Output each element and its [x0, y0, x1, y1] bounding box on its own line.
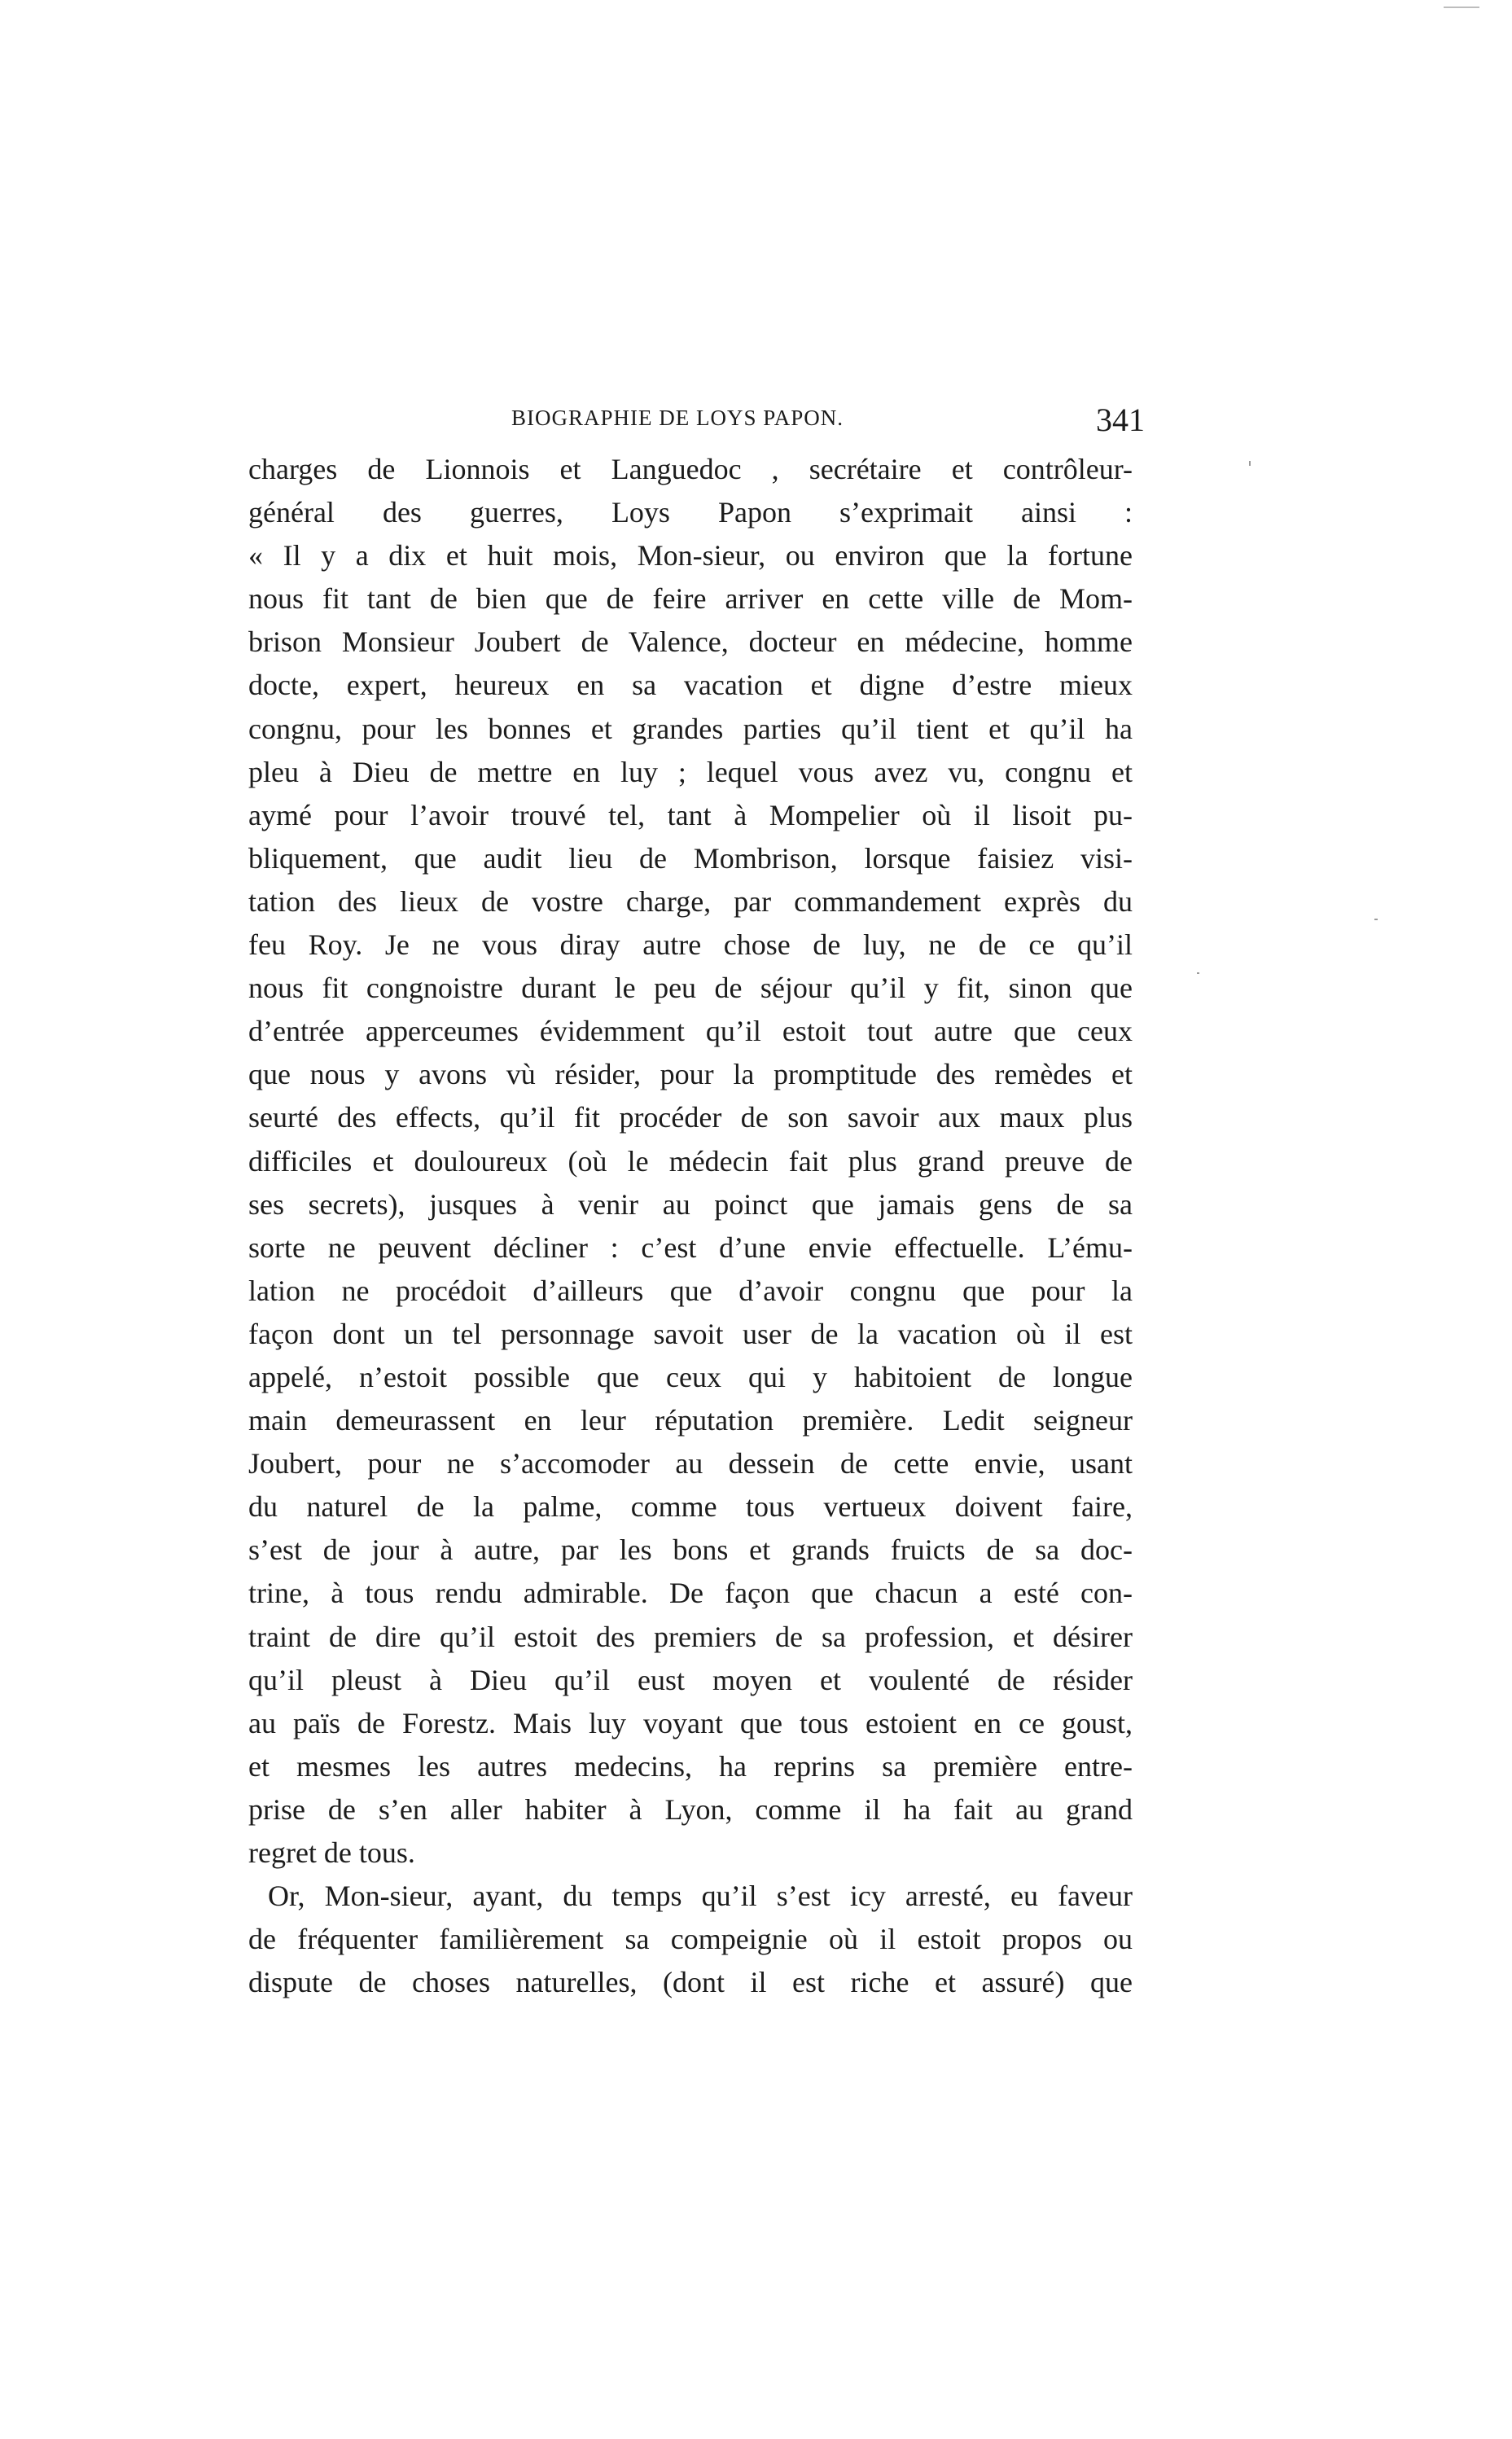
- scan-edge-mark: [1444, 7, 1479, 8]
- page-number: 341: [1096, 401, 1145, 438]
- running-title: BIOGRAPHIE DE LOYS PAPON.: [511, 406, 844, 430]
- text-line: pleu à Dieu de mettre en luy ; lequel vous avez vu, congnu et: [248, 755, 1133, 788]
- text-line: charges de Lionnois et Languedoc , secrétaire et contrôleur-: [248, 453, 1133, 485]
- text-line: appelé, n’estoit possible que ceux qui y habitoient de longue: [248, 1360, 1133, 1393]
- text-line: qu’il pleust à Dieu qu’il eust moyen et voulenté de résider: [248, 1663, 1133, 1696]
- page-header: [511, 401, 1145, 446]
- text-line: sorte ne peuvent décliner : c’est d’une envie effectuelle. L’ému-: [248, 1230, 1133, 1264]
- text-line: tation des lieux de vostre charge, par commandement exprès du: [248, 884, 1133, 918]
- text-line: docte, expert, heureux en sa vacation et digne d’estre mieux: [248, 669, 1133, 702]
- text-line: « Il y a dix et huit mois, Mon-sieur, ou environ que la fortune: [248, 539, 1133, 572]
- text-line: congnu, pour les bonnes et grandes parties qu’il tient et qu’il ha: [248, 712, 1133, 745]
- text-line: et mesmes les autres medecins, ha reprins sa première entre-: [248, 1749, 1133, 1783]
- text-line: au païs de Forestz. Mais luy voyant que tous estoient en ce goust,: [248, 1706, 1133, 1739]
- text-line: que nous y avons vù résider, pour la promptitude des remèdes et: [248, 1058, 1133, 1091]
- text-line: de fréquenter familièrement sa compeignie où il estoit propos ou: [248, 1923, 1133, 1956]
- scan-speck: [1249, 461, 1251, 466]
- text-line: trine, à tous rendu admirable. De façon que chacun a esté con-: [248, 1577, 1133, 1610]
- text-line: difficiles et douloureux (où le médecin fait plus grand preuve de: [248, 1144, 1133, 1178]
- body-text: [248, 448, 1133, 2004]
- text-line: lation ne procédoit d’ailleurs que d’avoir congnu que pour la: [248, 1274, 1133, 1307]
- paragraph-end-line: regret de tous.: [248, 1836, 415, 1869]
- text-line: du naturel de la palme, comme tous vertueux doivent faire,: [248, 1490, 1133, 1524]
- text-line: ses secrets), jusques à venir au poinct que jamais gens de sa: [248, 1187, 1133, 1221]
- scan-speck: [1197, 972, 1199, 974]
- scan-speck: [1374, 919, 1378, 920]
- text-line: prise de s’en aller habiter à Lyon, comme il ha fait au grand: [248, 1792, 1133, 1826]
- text-line: seurté des effects, qu’il fit procéder de son savoir aux maux plus: [248, 1101, 1133, 1134]
- text-line: nous fit tant de bien que de feire arriver en cette ville de Mom-: [248, 582, 1133, 616]
- text-line: aymé pour l’avoir trouvé tel, tant à Mompelier où il lisoit pu-: [248, 798, 1133, 831]
- text-line: traint de dire qu’il estoit des premiers de sa profession, et désirer: [248, 1620, 1133, 1653]
- text-line: main demeurassent en leur réputation première. Ledit seigneur: [248, 1404, 1133, 1437]
- text-line: bliquement, que audit lieu de Mombrison, lorsque faisiez visi-: [248, 841, 1133, 875]
- text-line: s’est de jour à autre, par les bons et grands fruicts de sa doc-: [248, 1533, 1133, 1567]
- text-line: dispute de choses naturelles, (dont il est riche et assuré) que: [248, 1966, 1133, 1999]
- text-line: façon dont un tel personnage savoit user de la vacation où il est: [248, 1317, 1133, 1350]
- text-line: général des guerres, Loys Papon s’exprimait ainsi :: [248, 496, 1133, 529]
- text-line: brison Monsieur Joubert de Valence, docteur en médecine, homme: [248, 625, 1133, 659]
- text-line: nous fit congnoistre durant le peu de séjour qu’il y fit, sinon que: [248, 972, 1133, 1005]
- text-line: d’entrée apperceumes évidemment qu’il estoit tout autre que ceux: [248, 1015, 1133, 1048]
- paragraph-start-line: Or, Mon-sieur, ayant, du temps qu’il s’est icy arresté, eu faveur: [268, 1880, 1133, 1913]
- text-line: Joubert, pour ne s’accomoder au dessein de cette envie, usant: [248, 1447, 1133, 1481]
- text-line: feu Roy. Je ne vous diray autre chose de luy, ne de ce qu’il: [248, 928, 1133, 962]
